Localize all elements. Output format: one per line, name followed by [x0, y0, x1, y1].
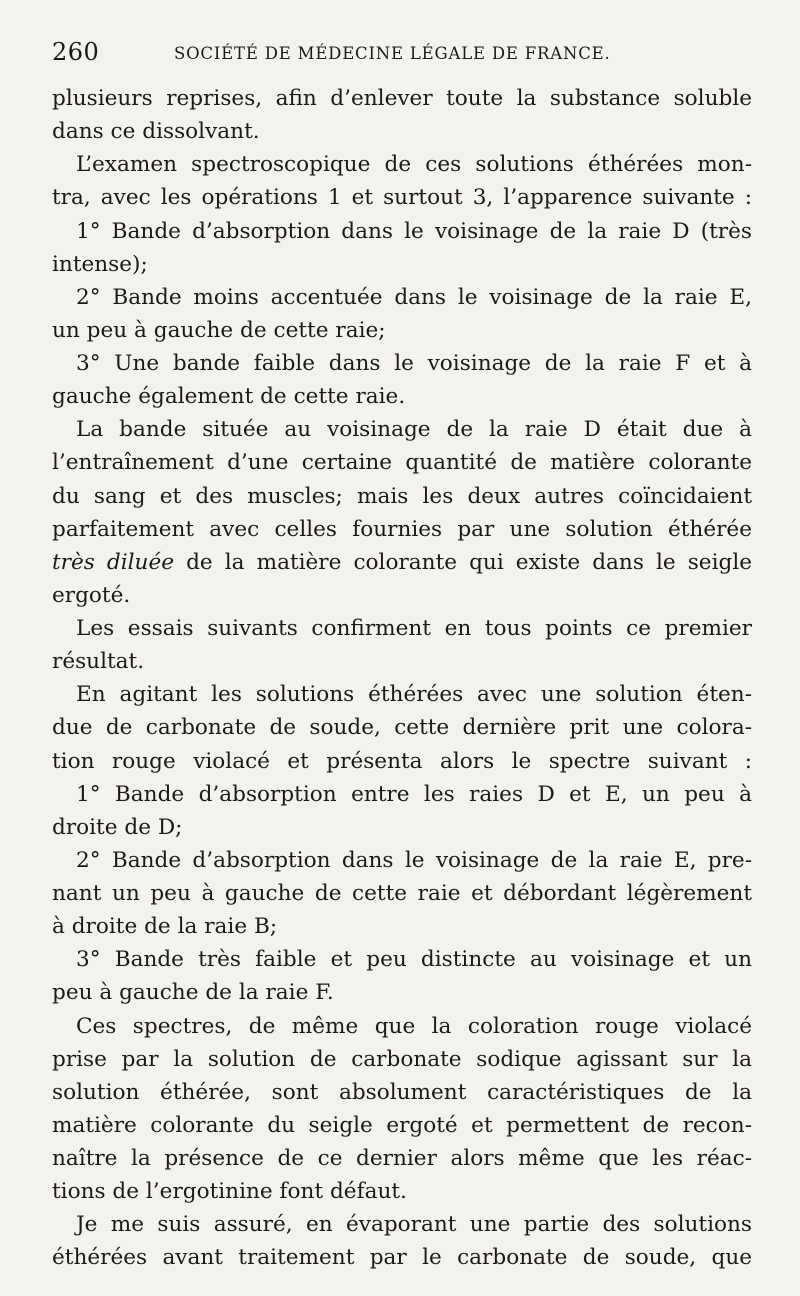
text-line: résultat. — [52, 649, 145, 675]
text-line: L’examen spectroscopique de ces solutions éthérées mon- — [76, 152, 752, 178]
text-line: En agitant les solutions éthérées avec une solution éten- — [76, 682, 752, 708]
body-text — [52, 82, 752, 1275]
text-line: droite de D; — [52, 814, 183, 840]
running-title: SOCIÉTÉ DE MÉDECINE LÉGALE DE FRANCE. — [174, 44, 611, 63]
text-line: éthérées avant traitement par le carbonate de soude, que — [52, 1245, 752, 1271]
text-line: l’entraînement d’une certaine quantité de matière colorante — [52, 450, 752, 476]
text-line: dans ce dissolvant. — [52, 119, 260, 145]
italic-phrase: très diluée — [52, 549, 175, 575]
text-line: nant un peu à gauche de cette raie et débordant légèrement — [52, 881, 752, 906]
text-line: 3° Bande très faible et peu distincte au voisinage et un — [76, 947, 752, 973]
text-line: 1° Bande d’absorption entre les raies D et E, un peu à — [76, 781, 752, 807]
text-line: La bande située au voisinage de la raie D était due à — [76, 417, 752, 443]
page-number: 260 — [52, 38, 100, 66]
text-line: Les essais suivants confirment en tous points ce premier — [76, 616, 752, 641]
text-line: Je me suis assuré, en évaporant une partie des solutions — [76, 1212, 752, 1238]
text-line: ergoté. — [52, 582, 131, 608]
text-line: 2° Bande d’absorption dans le voisinage de la raie E, pre- — [76, 847, 752, 873]
text-line: intense); — [52, 251, 148, 277]
text-line: plusieurs reprises, afin d’enlever toute la substance soluble — [52, 86, 752, 111]
page-header — [52, 38, 756, 68]
text-line: naître la présence de ce dernier alors même que les réac- — [52, 1146, 752, 1171]
text-line: tra, avec les opérations 1 et surtout 3, l’apparence suivante : — [52, 185, 752, 211]
text-line-with-italic — [52, 546, 752, 579]
text-line: tion rouge violacé et présenta alors le spectre suivant : — [52, 748, 752, 774]
text-line: peu à gauche de la raie F. — [52, 980, 334, 1006]
text-line: 3° Une bande faible dans le voisinage de la raie F et à — [76, 351, 752, 376]
text-line: gauche également de cette raie. — [52, 384, 406, 410]
text-line-rest: de la matière colorante qui existe dans le seigle — [186, 549, 752, 575]
text-line: Ces spectres, de même que la coloration rouge violacé — [76, 1013, 752, 1039]
text-line: prise par la solution de carbonate sodique agissant sur la — [52, 1046, 752, 1072]
text-line: due de carbonate de soude, cette dernière prit une colora- — [52, 715, 752, 741]
text-line: tions de l’ergotinine font défaut. — [52, 1179, 407, 1205]
text-line: à droite de la raie B; — [52, 914, 278, 940]
text-line: 2° Bande moins accentuée dans le voisinage de la raie E, — [76, 284, 752, 310]
text-line: du sang et des muscles; mais les deux autres coïncidaient — [52, 483, 752, 509]
text-line: solution éthérée, sont absolument caractéristiques de la — [52, 1079, 752, 1105]
text-line: parfaitement avec celles fournies par une solution éthérée — [52, 516, 752, 542]
text-line: un peu à gauche de cette raie; — [52, 317, 386, 343]
text-line: matière colorante du seigle ergoté et permettent de recon- — [52, 1112, 752, 1138]
text-line: 1° Bande d’absorption dans le voisinage de la raie D (très — [76, 218, 752, 244]
